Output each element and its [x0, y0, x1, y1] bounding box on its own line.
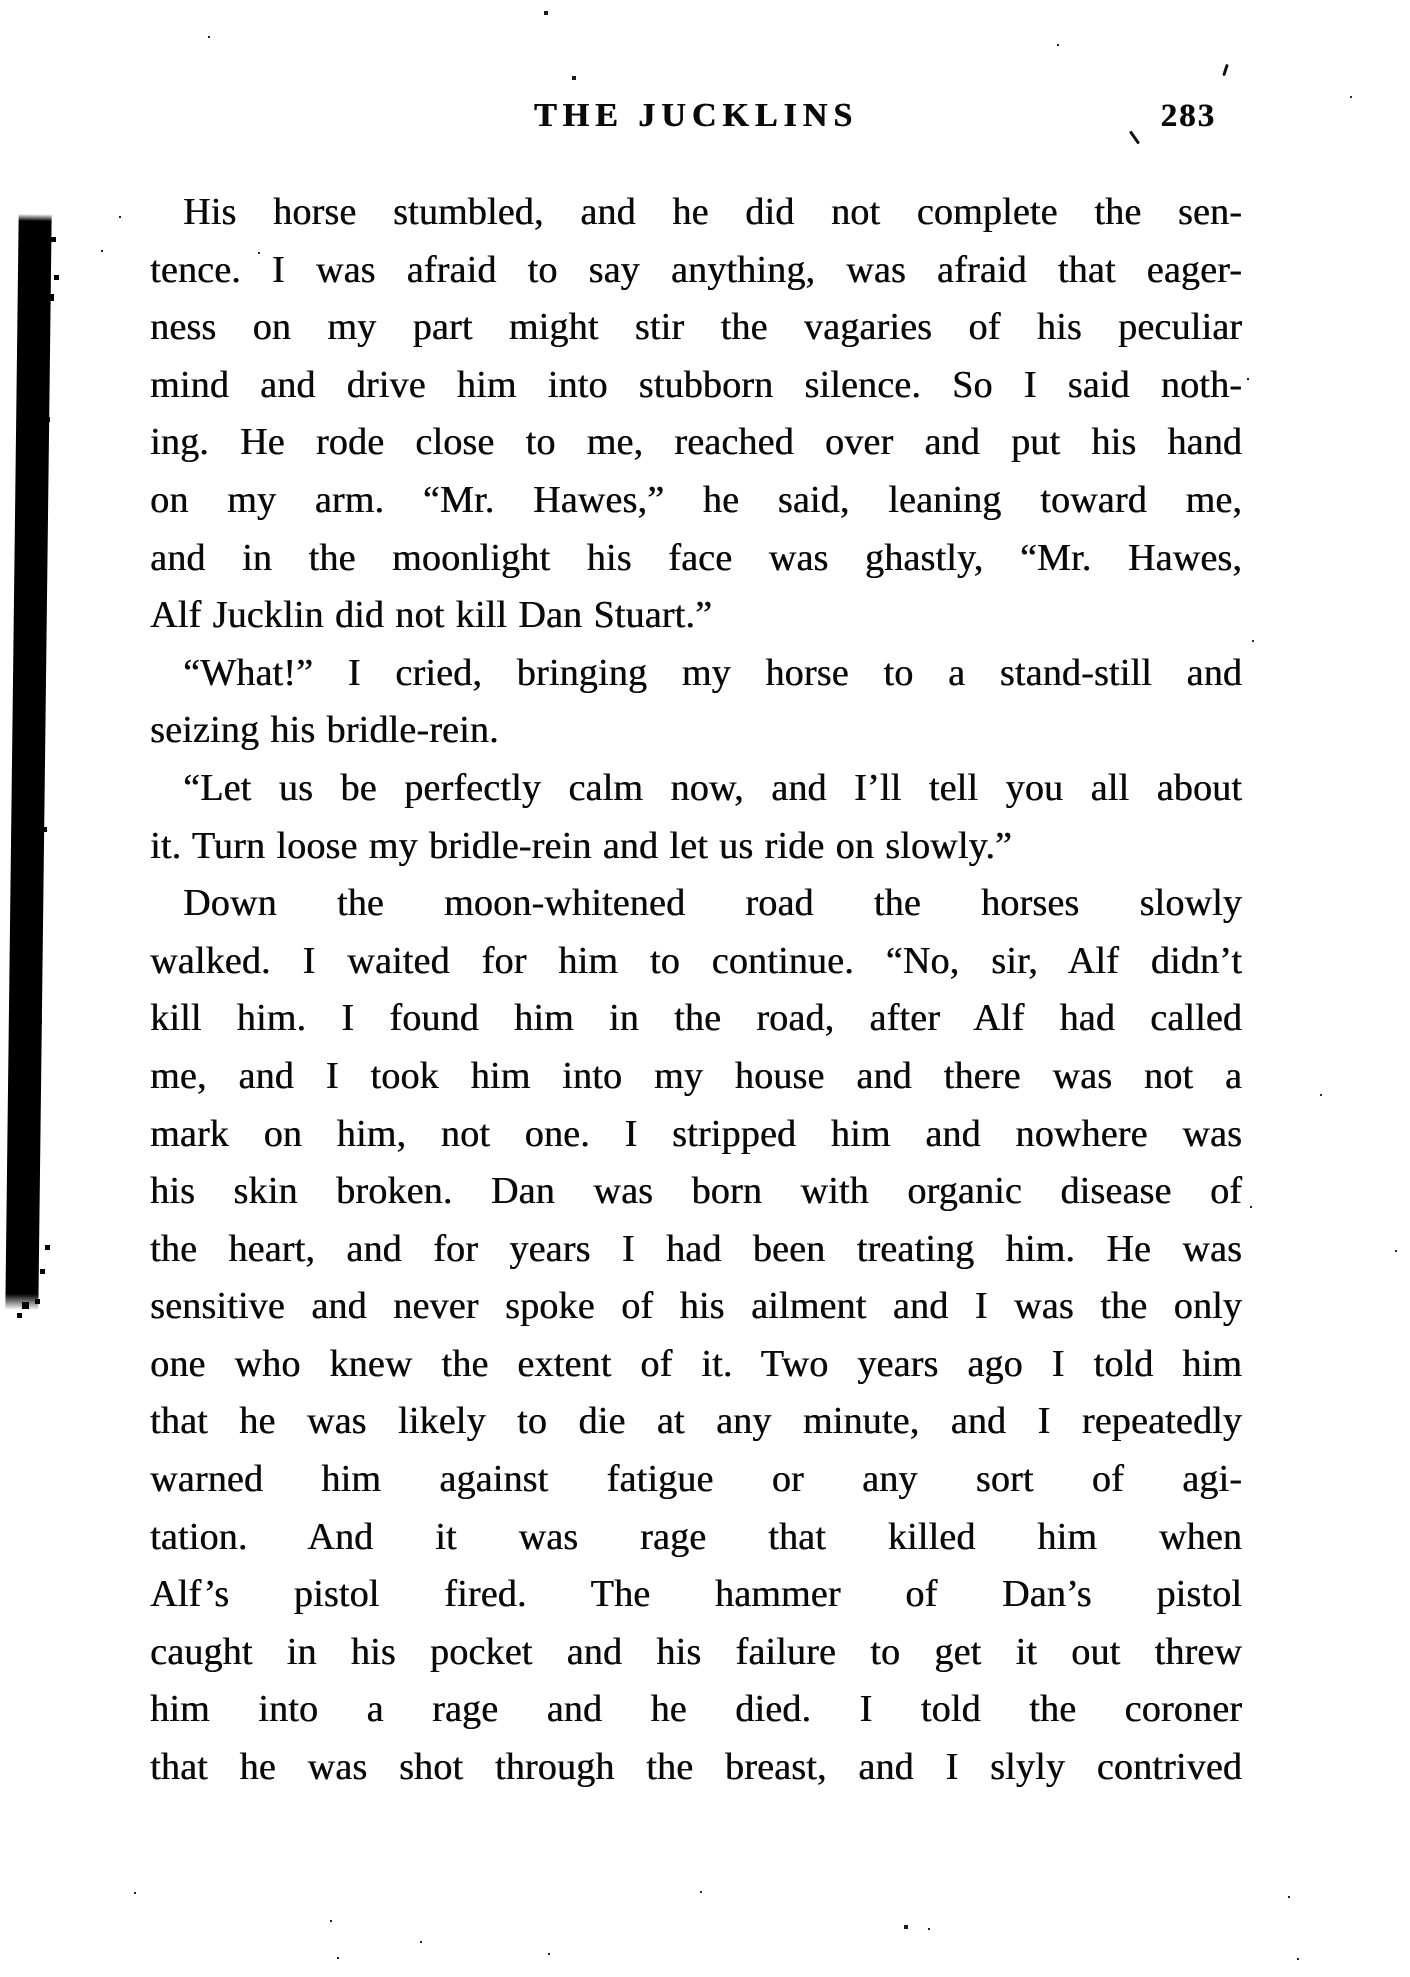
running-header [150, 92, 1242, 140]
text-line: His horse stumbled, and he did not complete the sen- [183, 191, 1242, 233]
text-line: tation. And it was rage that killed him when [150, 1515, 1242, 1558]
text-line: mind and drive him into stubborn silence. So I said noth- [150, 363, 1242, 406]
text-line: on my arm. “Mr. Hawes,” he said, leaning toward me, [150, 478, 1242, 521]
scan-mark-artifact [1222, 64, 1229, 76]
text-line: warned him against fatigue or any sort of agi- [150, 1458, 1242, 1501]
page-number: 283 [1160, 98, 1216, 134]
text-line: “Let us be perfectly calm now, and I’ll tell you all about [183, 766, 1242, 809]
text-line: walked. I waited for him to continue. “No, sir, Alf didn’t [150, 939, 1242, 982]
text-line: ness on my part might stir the vagaries of his peculiar [150, 306, 1242, 349]
scan-noise-speckles [0, 0, 2, 2]
text-line: and in the moonlight his face was ghastly, “Mr. Hawes, [150, 536, 1242, 579]
text-line: mark on him, not one. I stripped him and nowhere was [150, 1112, 1242, 1155]
text-line: one who knew the extent of it. Two years ago I told him [150, 1342, 1242, 1385]
text-line: the heart, and for years I had been treating him. He was [150, 1227, 1242, 1270]
text-line: Alf Jucklin did not kill Dan Stuart.” [150, 594, 713, 637]
text-line: Alf’s pistol fired. The hammer of Dan’s pistol [150, 1573, 1242, 1616]
running-header-title: THE JUCKLINS [533, 97, 859, 134]
text-line: his skin broken. Dan was born with organic disease of [150, 1170, 1242, 1213]
text-line: caught in his pocket and his failure to get it out threw [150, 1630, 1242, 1673]
text-line: Down the moon-whitened road the horses slowly [183, 882, 1242, 925]
text-line: “What!” I cried, bringing my horse to a stand-still and [183, 651, 1242, 694]
text-line: it. Turn loose my bridle-rein and let us ride on slowly.” [150, 824, 1012, 867]
text-line: sensitive and never spoke of his ailment and I was the only [150, 1285, 1242, 1328]
text-line: that he was likely to die at any minute, and I repeatedly [150, 1400, 1242, 1443]
text-line: me, and I took him into my house and there was not a [150, 1054, 1242, 1097]
text-line: him into a rage and he died. I told the coroner [150, 1688, 1242, 1731]
text-line: kill him. I found him in the road, after Alf had called [150, 997, 1242, 1040]
body-text-block [150, 184, 1242, 1797]
text-line: tence. I was afraid to say anything, was afraid that eager- [150, 248, 1242, 291]
text-line: that he was shot through the breast, and I slyly contrived [150, 1746, 1242, 1789]
scan-gutter-artifact [5, 214, 51, 1310]
text-line: ing. He rode close to me, reached over and put his hand [150, 421, 1242, 464]
text-line: seizing his bridle-rein. [150, 709, 499, 752]
